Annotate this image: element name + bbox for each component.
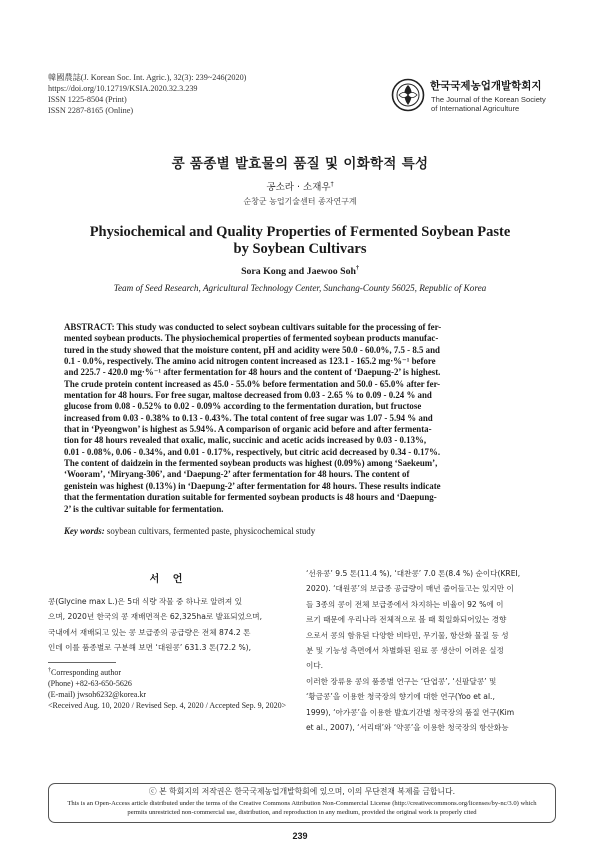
- intro-right-line: 으로서 콩의 함유된 다양한 비타민, 무기물, 항산화 물질 등 성: [306, 630, 509, 640]
- footnote: [48, 667, 286, 711]
- intro-right-line: ‘선유콩’ 9.5 톤(11.4 %), ‘대찬콩’ 7.0 톤(8.4 %) 순이다(KREI,: [306, 569, 521, 578]
- intro-right-line: 이러한 장류용 콩의 품종별 연구는 ‘단엽콩’, ‘신팔달콩’ 및: [306, 676, 497, 686]
- corresponding-author-label: [48, 667, 286, 678]
- intro-left-line: 으며, 2020년 한국의 콩 재배면적은 62,325ha로 발표되었으며,: [48, 612, 263, 622]
- authors-korean-names: 공소라 · 소재우: [266, 182, 331, 193]
- footnote-mark: †: [48, 667, 51, 674]
- intro-right-line: 1999), ‘아가콩’을 이용한 발효기간별 청국장의 품질 연구(Kim: [306, 707, 515, 717]
- open-access-line1: This is an Open-Access article distributed under the terms of the Creative Commons Attribution Non-Commercial License (http://creativecommons.org/licenses/by-nc/3.0) which: [67, 800, 537, 807]
- footnote-divider: [48, 662, 116, 663]
- abstract-line: mentation for 48 hours. For free sugar, maltose decreased from 0.03 - 2.65 % to 0.09 - 0.24 % and: [64, 390, 432, 401]
- issn-print: ISSN 1225-8504 (Print): [48, 95, 127, 104]
- affiliation-english: Team of Seed Research, Agricultural Technology Center, Sunchang-County 56025, Republic of Korea: [113, 283, 487, 293]
- intro-right-line: 2020). ‘대원콩’의 보급종 공급량이 매년 줄어들고는 있지만 이: [306, 584, 514, 594]
- title-english-line1: Physiochemical and Quality Properties of Fermented Soybean Paste: [89, 224, 511, 240]
- abstract-line: that the fermentation duration suitable for fermented soybean products is 48 hours and ‘Daepung-: [64, 492, 437, 503]
- intro-right-line: 이다.: [306, 661, 324, 671]
- abstract-line: The content of daidzein in the fermented soybean products was highest (0.09%) among ‘Saekeum’,: [64, 458, 438, 469]
- footnote-email[interactable]: (E-mail) jwsoh6232@korea.kr: [48, 690, 147, 699]
- affiliation-korean: 순창군 농업기술센터 종자연구계: [243, 197, 357, 206]
- abstract-line: ‘Wooram’, ‘Miryang-306’, and ‘Daepung-2’ after fermentation for 48 hours. The content of: [64, 469, 410, 480]
- doi-link[interactable]: https://doi.org/10.12719/KSIA.2020.32.3.239: [48, 84, 198, 93]
- abstract-line: The crude protein content increased as 45.0 - 55.0% before fermentation and 50.0 - 65.0% after fer-: [64, 378, 441, 389]
- intro-left-line: 콩(Glycine max L.)은 5대 식량 작물 중 하나로 알려져 있: [48, 597, 242, 606]
- intro-left-column: [48, 594, 293, 656]
- issn-online: ISSN 2287-8165 (Online): [48, 106, 134, 115]
- abstract-line: glucose from 0.08 - 0.52% to 0.02 - 0.09% according to the fermentation duration, but fructose: [64, 401, 422, 412]
- intro-right-line: 들 3종의 콩이 전체 보급종에서 차지하는 비율이 92 %에 이: [306, 599, 504, 609]
- open-access-line2: permits unrestricted non-commercial use, distribution, and reproduction in any medium, provided the original work is properly cited: [127, 809, 477, 816]
- intro-right-line: 분 및 기능성 측면에서 차별화된 원료 콩 생산이 어려운 실정: [306, 646, 504, 656]
- abstract-line: mented soybean products. The physiochemical properties of fermented soybean products manufac-: [64, 333, 439, 344]
- footnote-label: Corresponding author: [51, 668, 121, 677]
- society-emblem-icon: [391, 78, 425, 112]
- keywords-label: Key words:: [64, 526, 105, 536]
- society-name-en-line2: of International Agriculture: [431, 104, 520, 113]
- abstract-line: and 225.7 - 420.0 mg·%⁻¹ after fermentation for 48 hours and the content of ‘Daepung-2’ is highest.: [64, 367, 441, 378]
- abstract-line: genistein was highest (0.13%) in ‘Daepung-2’ after fermentation for 48 hours. These results indicate: [64, 480, 441, 491]
- abstract-line: 0.01 - 0.08%, 0.06 - 0.34%, and 0.01 - 0.17%, respectively, but citric acid decreased by 0.34 - 0.17%.: [64, 446, 441, 457]
- corresponding-mark: †: [330, 180, 334, 188]
- intro-right-line: et al., 2007), ‘서리태’와 ‘약콩’을 이용한 청국장의 항산화능: [306, 723, 509, 733]
- society-name-ko: 한국국제농업개발학회지: [430, 80, 542, 92]
- abstract-line: 0.1 - 0.0%, respectively. The amino acid nitrogen content increased as 123.1 - 165.2 mg·%⁻¹ before: [64, 356, 436, 367]
- section-title-introduction: 서 언: [149, 574, 188, 585]
- footnote-phone: (Phone) +82-63-650-5626: [48, 679, 132, 688]
- abstract-line: increased from 0.03 - 0.38% to 0.13 - 0.43%. The total content of free sugar was 1.07 - 5.94 % and: [64, 412, 433, 423]
- open-access-notice: [49, 799, 555, 817]
- society-logo: [391, 76, 559, 118]
- journal-citation: 韓國農誌(J. Korean Soc. Int. Agric.), 32(3): 239~246(2020): [48, 73, 247, 82]
- authors-english: [0, 266, 600, 277]
- page-number: 239: [292, 831, 308, 841]
- society-name-en-line1: The Journal of the Korean Society: [431, 95, 546, 104]
- intro-left-line: 국내에서 재배되고 있는 콩 보급종의 공급량은 전체 874.2 톤: [48, 627, 251, 637]
- intro-left-line: 인데 이를 품종별로 구분해 보면 ‘대원콩’ 631.3 톤(72.2 %),: [48, 643, 252, 653]
- corresponding-mark-en: †: [355, 265, 359, 272]
- title-english: [0, 224, 600, 258]
- title-english-line2: by Soybean Cultivars: [233, 241, 367, 257]
- abstract-line: tion for 48 hours revealed that oxalic, malic, succinic and acetic acids increased by 0.03 - 0.13%,: [64, 435, 427, 446]
- license-box: [48, 783, 556, 823]
- society-name-en: [431, 95, 546, 113]
- keywords: [64, 526, 544, 536]
- intro-right-line: ‘황금콩’을 이용한 청국장의 향기에 대한 연구(Yoo et al.,: [306, 692, 495, 702]
- abstract-line: 2’ is the cultivar suitable for fermentation.: [64, 503, 224, 514]
- keywords-text: soybean cultivars, fermented paste, physicochemical study: [106, 526, 316, 536]
- footnote-dates: <Received Aug. 10, 2020 / Revised Sep. 4, 2020 / Accepted Sep. 9, 2020>: [48, 701, 287, 710]
- journal-header: [48, 72, 246, 116]
- copyright-notice: ⓒ 본 학회지의 저작권은 한국국제농업개발학회에 있으며, 이의 무단전재 복제를 금합니다.: [148, 787, 456, 796]
- authors-korean: [0, 179, 600, 193]
- abstract-line: tured in the study showed that the moisture content, pH and acidity were 50.0 - 60.0%, 7.5 - 8.5 and: [64, 344, 440, 355]
- abstract: [64, 322, 537, 515]
- abstract-line: ABSTRACT: This study was conducted to select soybean cultivars suitable for the processing of fer-: [64, 322, 442, 332]
- intro-right-column: [306, 566, 554, 735]
- title-korean: 콩 품종별 발효물의 품질 및 이화학적 특성: [171, 156, 429, 172]
- intro-right-line: 르기 때문에 우리나라 전체적으로 볼 때 획일화되어있는 경향: [306, 615, 507, 625]
- authors-english-names: Sora Kong and Jaewoo Soh: [241, 266, 356, 277]
- abstract-line: that in ‘Pyeongwon’ is highest as 5.94%. A comparison of organic acid before and after fermenta-: [64, 424, 432, 435]
